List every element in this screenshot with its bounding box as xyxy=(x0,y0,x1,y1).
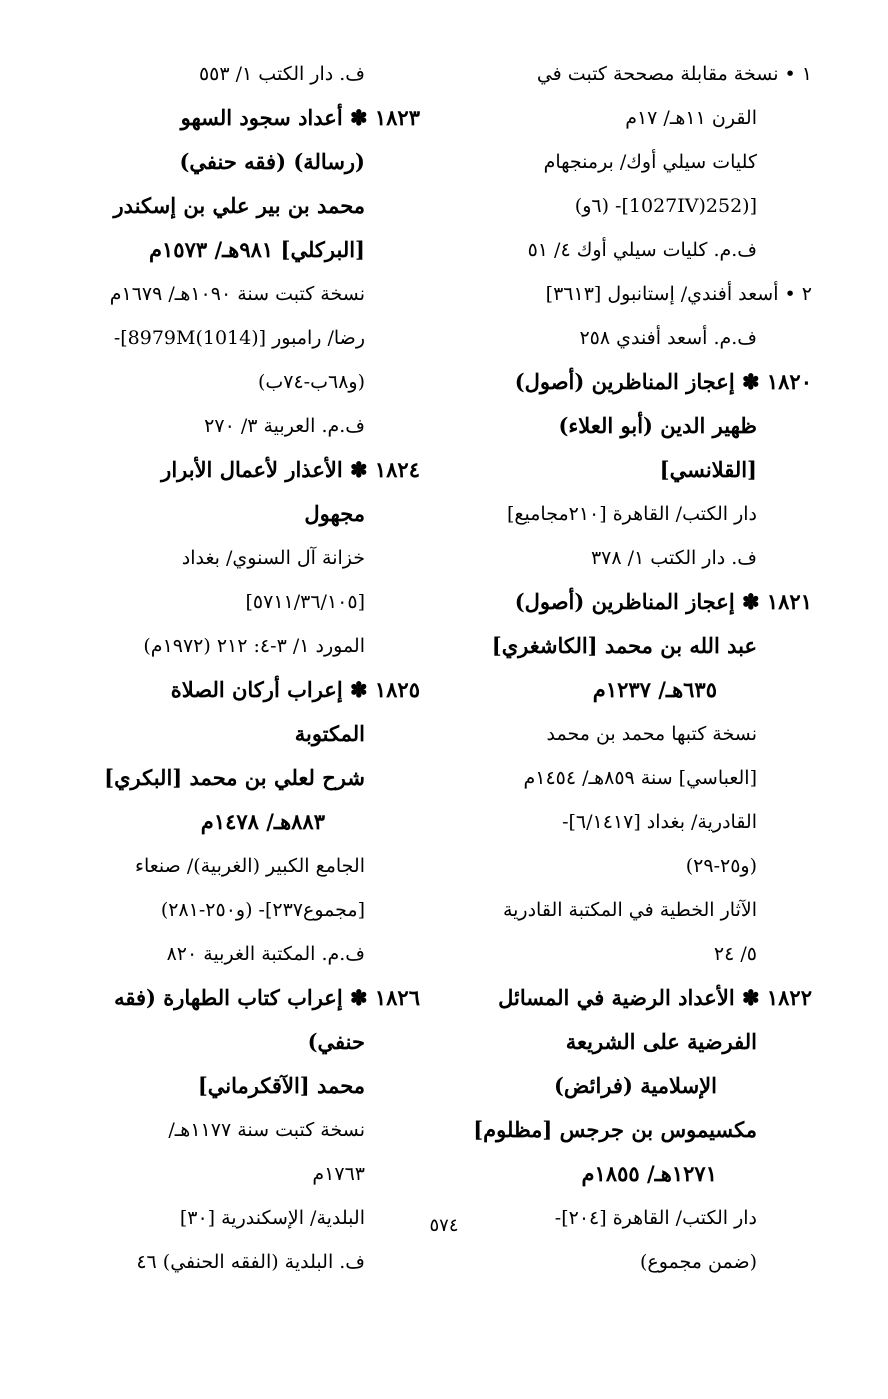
left-column-line: (رسالة) (فقه حنفي) xyxy=(179,149,365,174)
right-column-line: ف.م. كليات سيلي أوك ٤/ ٥١ xyxy=(527,239,757,261)
right-column-line: نسخة كتبها محمد بن محمد xyxy=(546,723,757,745)
right-column xyxy=(440,52,812,1284)
left-column-line: ١٧٦٣م xyxy=(312,1163,365,1185)
right-column-line: ١٢٧١هـ/ ١٨٥٥م xyxy=(581,1161,717,1186)
right-column-line: الفرضية على الشريعة xyxy=(565,1029,757,1054)
right-column-line: ١ • نسخة مقابلة مصححة كتبت في xyxy=(536,63,812,85)
left-column-line: ف. دار الكتب ١/ ٥٥٣ xyxy=(198,63,365,85)
right-column-line: ف.م. أسعد أفندي ٢٥٨ xyxy=(579,327,757,349)
right-column-line: القادرية/ بغداد [٦/١٤١٧]- xyxy=(562,811,757,833)
right-column-line: ف. دار الكتب ١/ ٣٧٨ xyxy=(590,547,757,569)
right-column-line: الإسلامية (فرائض) xyxy=(554,1073,717,1098)
left-column-line: المورد ١/ ٣-٤: ٢١٢ (١٩٧٢م) xyxy=(143,635,365,657)
left-column-line: ١٨٢٥ ✽ إعراب أركان الصلاة xyxy=(170,677,420,702)
left-column-line: نسخة كتبت سنة ١٠٩٠هـ/ ١٦٧٩م xyxy=(109,283,365,305)
left-column xyxy=(58,52,420,1284)
right-column-line: [العباسي] سنة ٨٥٩هـ/ ١٤٥٤م xyxy=(523,767,757,789)
right-column-line: دار الكتب/ القاهرة [٢٠٤]- xyxy=(554,1207,757,1229)
left-column-line: ف.م. العربية ٣/ ٢٧٠ xyxy=(204,415,365,437)
right-column-line: دار الكتب/ القاهرة [٢١٠مجاميع] xyxy=(506,503,757,525)
left-column-line: ١٨٢٤ ✽ الأعذار لأعمال الأبرار xyxy=(161,457,420,482)
left-column-line: ١٨٢٣ ✽ أعداد سجود السهو xyxy=(180,105,420,130)
right-column-line: ١٨٢٠ ✽ إعجاز المناظرين (أصول) xyxy=(514,369,812,394)
right-column-line: (ضمن مجموع) xyxy=(639,1251,757,1273)
left-column-line: رضا/ رامبور [(8979M(1014]- xyxy=(113,327,365,349)
left-column-line: محمد [الآقكرماني] xyxy=(197,1073,365,1098)
left-column-line: البلدية/ الإسكندرية [٣٠] xyxy=(179,1207,365,1229)
right-column-line: القرن ١١هـ/ ١٧م xyxy=(625,107,757,129)
left-column-line: المكتوبة xyxy=(294,721,365,746)
left-column-line: مجهول xyxy=(304,501,365,526)
left-column-line: [البركلي] ٩٨١هـ/ ١٥٧٣م xyxy=(149,237,365,262)
left-column-line: ٨٨٣هـ/ ١٤٧٨م xyxy=(200,809,325,834)
right-column-line: ٢ • أسعد أفندي/ إستانبول [٣٦١٣] xyxy=(545,283,812,305)
left-column-line: حنفي) xyxy=(307,1029,365,1054)
right-column-line: الآثار الخطية في المكتبة القادرية xyxy=(502,899,757,921)
right-column-line: عبد الله بن محمد [الكاشغري] xyxy=(491,633,757,658)
left-column-line: ف. البلدية (الفقه الحنفي) ٤٦ xyxy=(136,1251,365,1273)
page-number: ٥٧٤ xyxy=(429,1215,459,1236)
right-column-line: (و٢٥-٢٩) xyxy=(685,855,757,877)
left-column-line: محمد بن بير علي بن إسكندر xyxy=(113,193,365,218)
right-column-line: [القلانسي] xyxy=(659,457,757,482)
left-column-line: نسخة كتبت سنة ١١٧٧هـ/ xyxy=(168,1119,365,1141)
left-column-line: [٥٧١١/٣٦/١٠٥] xyxy=(245,591,365,613)
left-column-line: (و٦٨ب-٧٤ب) xyxy=(257,371,365,393)
right-column-line: ١٨٢٢ ✽ الأعداد الرضية في المسائل xyxy=(498,985,812,1010)
right-column-line: ٥/ ٢٤ xyxy=(713,943,757,965)
right-column-line: ١٨٢١ ✽ إعجاز المناظرين (أصول) xyxy=(514,589,812,614)
left-column-line: ف.م. المكتبة الغربية ٨٢٠ xyxy=(166,943,365,965)
right-column-line: ظهير الدين (أبو العلاء) xyxy=(558,413,757,438)
right-column-line: ٦٣٥هـ/ ١٢٣٧م xyxy=(592,677,717,702)
right-column-line: مكسيموس بن جرجس [مظلوم] xyxy=(473,1117,757,1142)
left-column-line: ١٨٢٦ ✽ إعراب كتاب الطهارة (فقه xyxy=(114,985,420,1010)
left-column-line: [مجموع٢٣٧]- (و٢٥٠-٢٨١) xyxy=(160,899,365,921)
right-column-line: كليات سيلي أوك/ برمنجهام xyxy=(543,151,757,173)
left-column-line: الجامع الكبير (الغربية)/ صنعاء xyxy=(135,855,365,877)
right-column-line: [(252(1027IV]- (٦و) xyxy=(574,195,757,217)
left-column-line: شرح لعلي بن محمد [البكري] xyxy=(104,765,365,790)
left-column-line: خزانة آل السنوي/ بغداد xyxy=(181,547,365,569)
